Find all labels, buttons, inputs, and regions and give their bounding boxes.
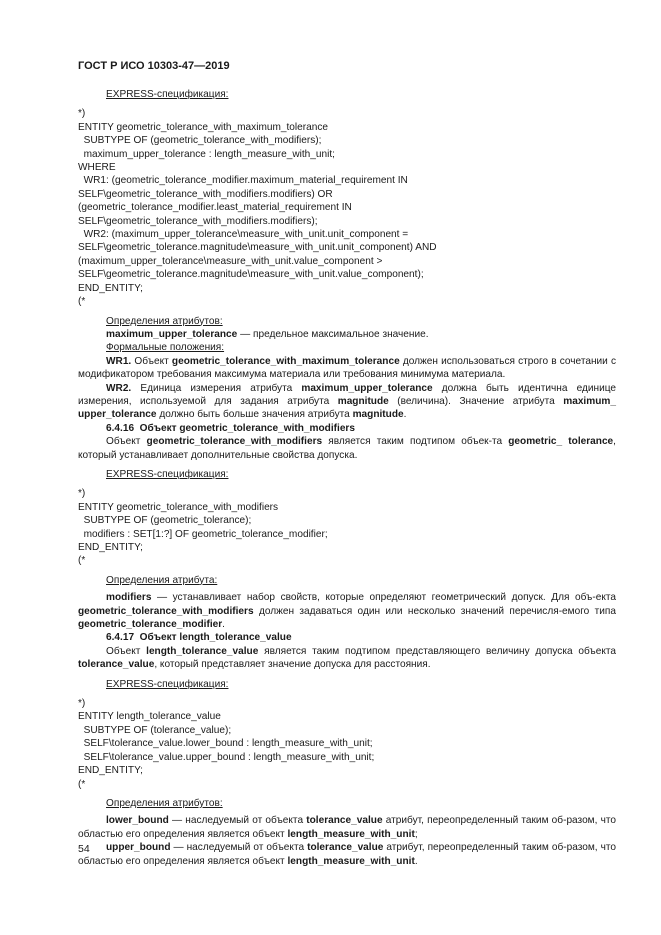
attribute-definition: maximum_upper_tolerance — предельное максимальное значение. xyxy=(106,328,429,340)
code-line: SELF\tolerance_value.upper_bound : length_measure_with_unit; xyxy=(78,751,375,763)
attribute-definitions-label: Определения атрибутов: xyxy=(106,315,223,327)
code-line: SELF\geometric_tolerance.magnitude\measure_with_unit.value_component); xyxy=(78,269,424,281)
code-line: (* xyxy=(78,778,86,790)
document-page xyxy=(78,60,616,868)
express-spec-label: EXPRESS-спецификация: xyxy=(106,468,229,480)
attribute-definition-upper-bound: upper_bound — наследуемый от объекта tolerance_value атрибут, переопределенный таким об-разом, что областью его определения является объект length_measure_with_unit. xyxy=(78,842,616,867)
code-line: modifiers : SET[1:?] OF geometric_tolerance_modifier; xyxy=(78,528,328,540)
express-code-block xyxy=(78,697,616,791)
code-line: WR1: (geometric_tolerance_modifier.maximum_material_requirement IN xyxy=(78,175,408,187)
page-number: 54 xyxy=(78,843,90,855)
code-line: WHERE xyxy=(78,162,116,174)
section-intro: Объект geometric_tolerance_with_modifiers является таким подтипом объек-та geometric_ tolerance, который устанавливает дополнительные свойства допуска. xyxy=(78,436,616,461)
code-line: SUBTYPE OF (tolerance_value); xyxy=(78,724,232,736)
code-line: maximum_upper_tolerance : length_measure_with_unit; xyxy=(78,148,335,160)
code-line: SUBTYPE OF (geometric_tolerance_with_modifiers); xyxy=(78,135,322,147)
code-line: *) xyxy=(78,108,86,120)
code-line: ENTITY geometric_tolerance_with_modifiers xyxy=(78,501,279,513)
attribute-definitions-label: Определения атрибутов: xyxy=(106,797,223,809)
express-spec-label: EXPRESS-спецификация: xyxy=(106,89,229,100)
attribute-definition-lower-bound: lower_bound — наследуемый от объекта tolerance_value атрибут, переопределенный таким об-разом, что областью его определения является объект length_measure_with_unit; xyxy=(78,815,616,840)
code-line: WR2: (maximum_upper_tolerance\measure_with_unit.unit_component = xyxy=(78,229,409,241)
code-line: *) xyxy=(78,698,86,710)
attribute-definition: modifiers — устанавливает набор свойств, которые определяют геометрический допуск. Для объ-екта geometric_tolerance_with_modifiers должен задаваться один или несколько значений перечисля-емого типа geometric_tolerance_modifier. xyxy=(78,592,616,631)
section-heading: 6.4.17 Объект length_tolerance_value xyxy=(106,632,292,644)
formal-propositions-label: Формальные положения: xyxy=(106,342,225,354)
express-code-block xyxy=(78,487,616,567)
express-code-block xyxy=(78,107,616,308)
express-spec-label: EXPRESS-спецификация: xyxy=(106,678,229,690)
code-line: (geometric_tolerance_modifier.least_material_requirement IN xyxy=(78,202,352,214)
rule-wr2: WR2. Единица измерения атрибута maximum_upper_tolerance должна быть идентична единице измерения, используемой для задания атрибута magnitude (величина). Значение атрибута maximum_ upper_tolerance должно быть больше значения атрибута magnitude. xyxy=(78,382,616,421)
section-heading: 6.4.16 Объект geometric_tolerance_with_modifiers xyxy=(106,422,355,434)
rule-wr1: WR1. Объект geometric_tolerance_with_maximum_tolerance должен использоваться строго в сочетании с модификатором требования максимума материала или требования минимума материала. xyxy=(78,355,616,381)
code-line: SELF\tolerance_value.lower_bound : length_measure_with_unit; xyxy=(78,738,373,750)
code-line: END_ENTITY; xyxy=(78,542,143,553)
document-header: ГОСТ Р ИСО 10303-47—2019 xyxy=(78,60,230,72)
code-line: (* xyxy=(78,555,86,567)
attribute-definitions-label: Определения атрибута: xyxy=(106,574,218,586)
code-line: END_ENTITY; xyxy=(78,765,143,777)
code-line: ENTITY length_tolerance_value xyxy=(78,711,221,723)
code-line: (maximum_upper_tolerance\measure_with_unit.value_component > xyxy=(78,255,383,267)
code-line: END_ENTITY; xyxy=(78,282,143,294)
code-line: SUBTYPE OF (geometric_tolerance); xyxy=(78,515,252,527)
code-line: *) xyxy=(78,488,86,500)
code-line: SELF\geometric_tolerance_with_modifiers.modifiers); xyxy=(78,215,318,227)
code-line: ENTITY geometric_tolerance_with_maximum_tolerance xyxy=(78,121,329,133)
code-line: (* xyxy=(78,296,86,308)
code-line: SELF\geometric_tolerance.magnitude\measure_with_unit.unit_component) AND xyxy=(78,242,437,254)
section-intro: Объект length_tolerance_value является таким подтипом представляющего величину допуска объекта tolerance_value, который представляет значение допуска для расстояния. xyxy=(78,645,616,671)
code-line: SELF\geometric_tolerance_with_modifiers.modifiers) OR xyxy=(78,188,333,200)
